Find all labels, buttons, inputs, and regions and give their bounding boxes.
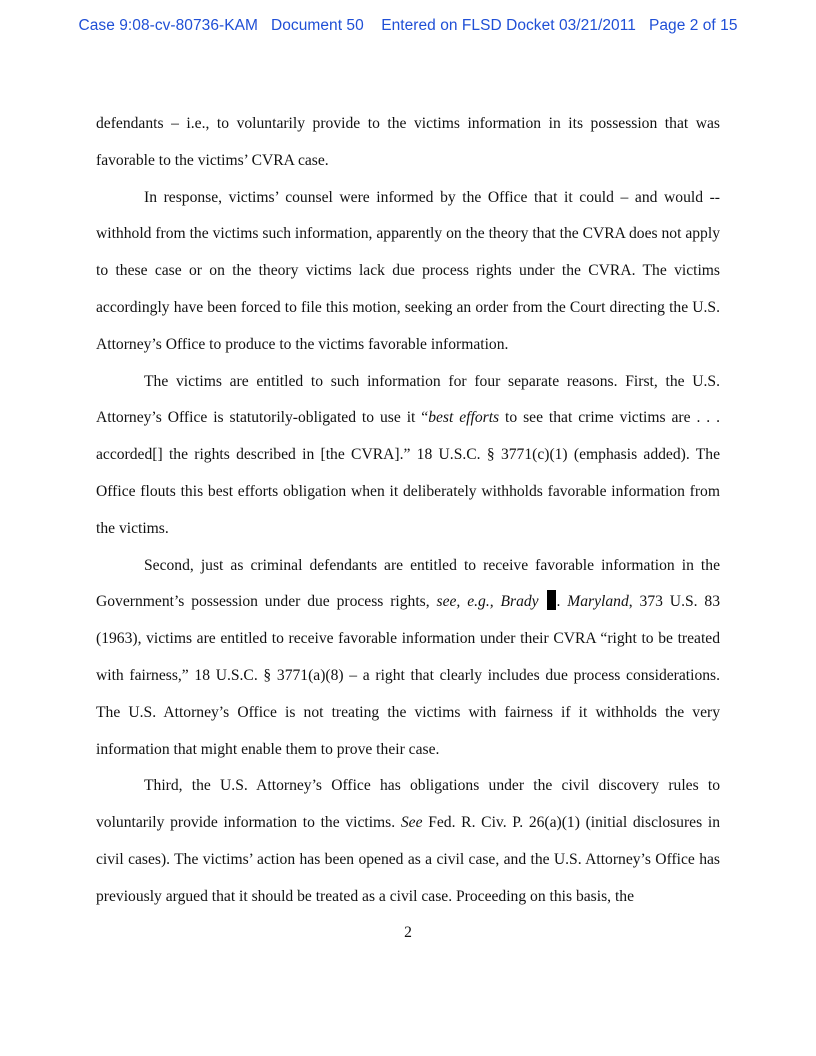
text-run: The victims are entitled to such information for four separate reasons. First, the U.S. Attorney’s Office is statutorily-obligated to use it “ [96,372,720,427]
document-body [96,106,720,916]
text-run: , 373 U.S. 83 (1963), victims are entitled to receive favorable information under their CVRA “right to be treated with fairness,” 18 U.S.C. § 3771(a)(8) – a right that clearly includes due process considerations. The U.S. Attorney’s Office is not treating the victims with fairness if it withholds the very information that might enable them to prove their case. [96,593,721,758]
text-run: Second, just as criminal defendants are entitled to receive favorable information in the Government’s possession under due process rights, [96,556,720,611]
page-indicator: Page 2 of 15 [648,17,738,34]
emphasis-text: best efforts [428,409,500,427]
paragraph-5 [96,768,720,915]
page-number: 2 [404,924,412,941]
paragraph-2: In response, victims’ counsel were informed by the Office that it could – and would -- withhold from the victims such information, apparently on the theory that the CVRA does not apply to these case or on the theory victims lack due process rights under the CVRA. The victims accordingly have been forced to file this motion, seeking an order from the Court directing the U.S. Attorney’s Office to produce to the victims favorable information. [96,188,720,353]
text-run: Fed. R. Civ. P. 26(a)(1) (initial disclosures in civil cases). The victims’ action has been opened as a civil case, and the U.S. Attorney’s Office has previously argued that it should be treated as a civil case. Proceeding on this basis, the [96,814,720,905]
document-number: Document 50 [271,17,364,34]
text-run: to see that crime victims are . . . accorded[] the rights described in [the CVRA].” 18 U.S.C. § 3771(c)(1) (emphasis added). The Office flouts this best efforts obligation when it deliberately withholds favorable information from the victims. [96,409,720,537]
paragraph-3 [96,364,720,548]
case-number: Case 9:08-cv-80736-KAM [78,17,258,34]
text-run: Third, the U.S. Attorney’s Office has obligations under the civil discovery rules to voluntarily provide information to the victims. [96,777,720,832]
paragraph-1: defendants – i.e., to voluntarily provide to the victims information in its possession that was favorable to the victims’ CVRA case. [96,115,720,169]
citation-signal: See [400,814,423,832]
citation-signal: see, e.g., Brady [436,593,539,611]
text-run: . [556,593,568,611]
case-name: Maryland [567,593,629,611]
docket-header [0,17,816,35]
docket-entry: Entered on FLSD Docket 03/21/2011 [381,17,636,34]
paragraph-4 [96,548,720,769]
